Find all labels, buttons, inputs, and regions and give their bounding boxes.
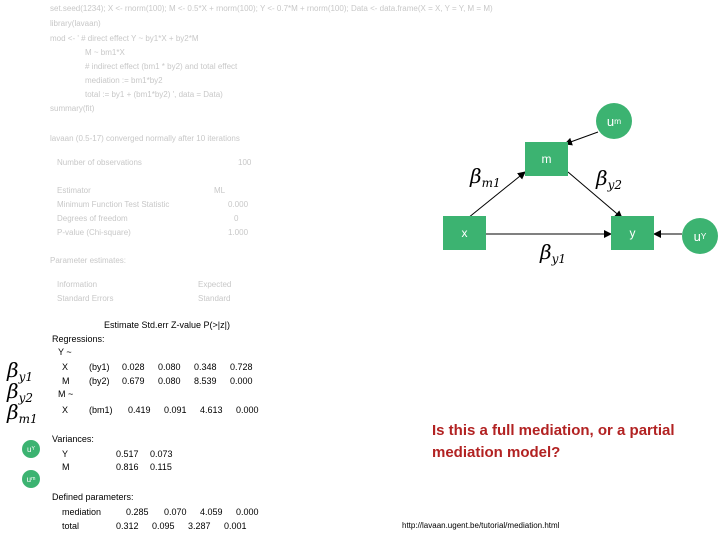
fit-label: Minimum Function Test Statistic: [57, 200, 170, 209]
reg-var: M: [62, 376, 70, 386]
beta-y1-label: $\beta_{y1}$: [7, 358, 33, 385]
code-line: mediation := bm1*by2: [85, 76, 163, 85]
def-name: total: [62, 521, 80, 531]
beta-m1-label: $\beta_{m1}$: [7, 400, 38, 427]
reg-tag: (by2): [89, 376, 110, 386]
residual-uy-circle: u Y: [22, 440, 40, 458]
code-line: mod <- ' # direct effect Y ~ by1*X + by2*M: [50, 34, 199, 43]
lavaan-header: lavaan (0.5-17) converged normally after 10 iterations: [50, 134, 240, 143]
var-name: Y: [62, 449, 69, 459]
fit-label: Number of observations: [57, 158, 142, 167]
fit-label: Degrees of freedom: [57, 214, 128, 223]
reg-tag: (by1): [89, 362, 110, 372]
def-z: 3.287: [188, 521, 211, 531]
info-label: Standard Errors: [57, 294, 114, 303]
m-tilde: M ~: [58, 389, 74, 399]
reg-p: 0.000: [230, 376, 253, 386]
reg-z: 8.539: [194, 376, 217, 386]
reg-se: 0.080: [158, 362, 181, 372]
fit-value: ML: [214, 186, 226, 195]
table-header: Estimate Std.err Z-value P(>|z|): [104, 320, 230, 330]
reg-p: 0.000: [236, 405, 259, 415]
fit-value: 100: [238, 158, 252, 167]
fit-label: Estimator: [57, 186, 91, 195]
var-est: 0.816: [116, 462, 139, 472]
defined-label: Defined parameters:: [52, 492, 134, 502]
code-line: total := by1 + (bm1*by2) ', data = Data): [85, 90, 223, 99]
def-se: 0.095: [152, 521, 175, 531]
fit-value: 1.000: [228, 228, 249, 237]
reg-se: 0.091: [164, 405, 187, 415]
def-se: 0.070: [164, 507, 187, 517]
reg-z: 4.613: [200, 405, 223, 415]
beta-y2-path-label: $\beta_{y2}$: [596, 166, 622, 193]
info-label: Information: [57, 280, 98, 289]
reg-var: X: [62, 405, 69, 415]
beta-m1-path-label: $\beta_{m1}$: [470, 164, 501, 191]
code-line: summary(fit): [50, 104, 95, 113]
def-p: 0.000: [236, 507, 259, 517]
regressions-label: Regressions:: [52, 334, 105, 344]
reg-var: X: [62, 362, 69, 372]
reg-est: 0.679: [122, 376, 145, 386]
def-p: 0.001: [224, 521, 247, 531]
def-est: 0.285: [126, 507, 149, 517]
reg-tag: (bm1): [89, 405, 113, 415]
arrow-um-to-m: [565, 132, 598, 144]
fit-label: P-value (Chi-square): [57, 228, 131, 237]
reg-p: 0.728: [230, 362, 253, 372]
def-est: 0.312: [116, 521, 139, 531]
fit-value: 0: [234, 214, 239, 223]
y-tilde: Y ~: [58, 347, 72, 357]
node-x: x: [443, 216, 486, 250]
residual-um-node: u m: [596, 103, 632, 139]
beta-y1-path-label: $\beta_{y1}$: [540, 240, 566, 267]
question-text: Is this a full mediation, or a partial mediation model?: [432, 422, 675, 461]
reg-se: 0.080: [158, 376, 181, 386]
node-m: m: [525, 142, 568, 176]
code-line: # indirect effect (bm1 * by2) and total effect: [85, 62, 238, 71]
info-value: Standard: [198, 294, 231, 303]
reg-est: 0.028: [122, 362, 145, 372]
var-se: 0.115: [150, 462, 172, 472]
var-est: 0.517: [116, 449, 139, 459]
var-name: M: [62, 462, 70, 472]
beta-y2-label: $\beta_{y2}$: [7, 379, 33, 406]
variances-label: Variances:: [52, 434, 94, 444]
reg-est: 0.419: [128, 405, 151, 415]
code-line: set.seed(1234); X <- rnorm(100); M <- 0.5*X + rnorm(100); Y <- 0.7*M + rnorm(100); Data <- data.frame(X = X, Y = Y, M = M): [50, 4, 493, 13]
residual-um-circle: u m: [22, 470, 40, 488]
def-name: mediation: [62, 507, 102, 517]
info-value: Expected: [198, 280, 232, 289]
source-url[interactable]: http://lavaan.ugent.be/tutorial/mediation.html: [402, 521, 560, 530]
var-se: 0.073: [150, 449, 173, 459]
fit-value: 0.000: [228, 200, 249, 209]
code-line: library(lavaan): [50, 19, 101, 28]
def-z: 4.059: [200, 507, 223, 517]
node-y: y: [611, 216, 654, 250]
reg-z: 0.348: [194, 362, 217, 372]
code-line: M ~ bm1*X: [85, 48, 125, 57]
param-estimates-title: Parameter estimates:: [50, 256, 127, 265]
residual-uy-node: u Y: [682, 218, 718, 254]
